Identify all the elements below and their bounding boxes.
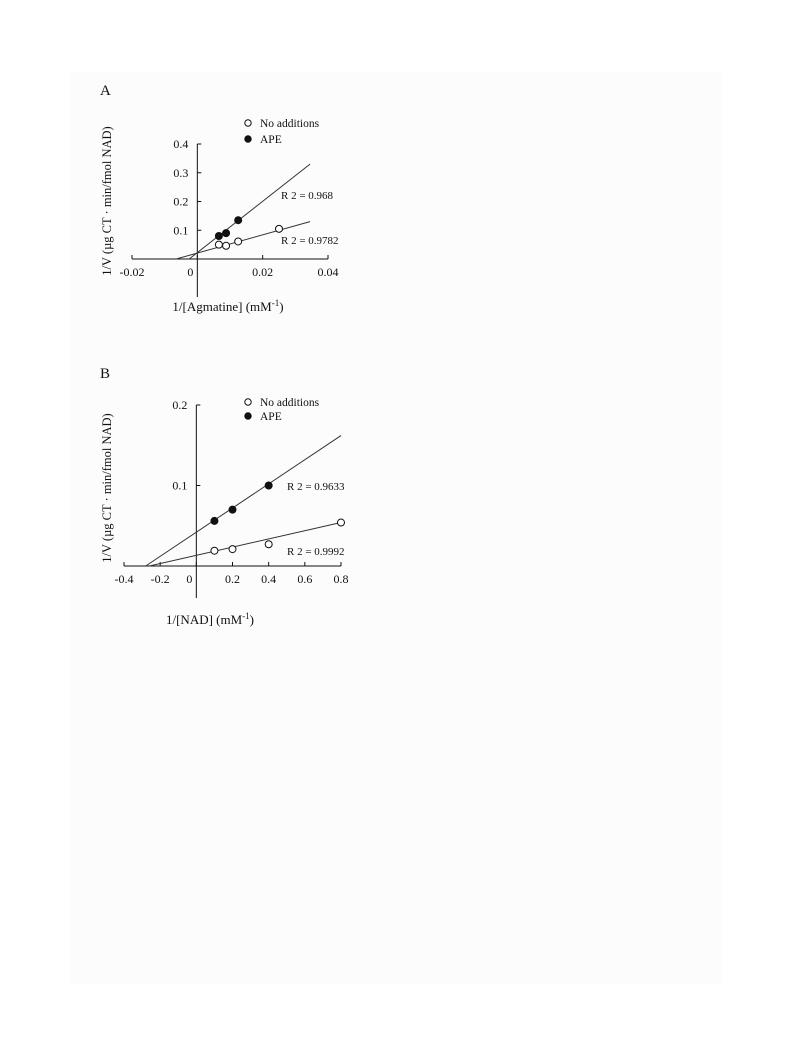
x-tick-label: -0.2 [150,572,170,586]
x-tick-label: 0 [186,572,193,586]
legend-marker-no-additions [245,399,251,405]
data-point-no-additions [265,541,272,548]
x-tick-label: 0.02 [252,265,274,279]
data-point-ape [235,217,242,224]
chart-panel-a [100,83,339,314]
r2-annotation: R 2 = 0.9992 [287,546,345,558]
x-axis-label-sup: -1 [271,298,280,308]
data-point-no-additions [211,547,218,554]
x-tick-label: 0.4 [261,572,277,586]
x-tick-label: -0.4 [114,572,134,586]
x-tick-label: 0 [187,265,194,279]
chart-panel-b [100,366,349,627]
data-point-no-additions [276,225,283,232]
x-axis-label-end: ) [279,299,284,314]
data-point-ape [223,230,230,237]
legend-marker-ape [245,413,251,419]
x-axis-label-end: ) [249,612,255,627]
r2-annotation: R 2 = 0.968 [281,190,334,202]
panel-letter: B [100,366,111,382]
x-tick-label: 0.8 [333,572,349,586]
x-tick-label: 0.6 [297,572,313,586]
data-point-no-additions [229,546,236,553]
data-point-ape [211,517,218,524]
x-tick-label: 0.04 [317,265,339,279]
x-axis-label-sup: -1 [242,611,250,621]
x-tick-label: -0.02 [119,265,145,279]
x-tick-label: 0.2 [225,572,240,586]
data-point-no-additions [235,238,242,245]
y-tick-label: 0.3 [173,165,189,180]
x-axis-label-main: 1/[NAD] (mM [165,612,243,627]
y-axis-label: 1/V (µg CT · min/fmol NAD) [100,126,114,276]
data-point-ape [215,233,222,240]
data-point-no-additions [223,242,230,249]
y-tick-label: 0.2 [173,194,189,209]
legend-label: No additions [260,118,320,130]
legend-marker-no-additions [245,120,251,126]
data-point-no-additions [338,519,345,526]
legend-label: APE [260,134,282,146]
y-axis-label: 1/V (µg CT · min/fmol NAD) [100,413,114,563]
data-point-no-additions [215,241,222,248]
y-tick-label: 0.4 [173,137,189,151]
y-tick-label: 0.1 [173,223,189,238]
x-axis-label [172,298,283,314]
r2-annotation: R 2 = 0.9782 [281,235,339,247]
legend-marker-ape [245,136,251,142]
y-tick-label: 0.2 [172,398,188,412]
legend-label: No additions [260,397,320,409]
panel-letter: A [100,83,111,99]
x-axis-label-main: 1/[Agmatine] (mM [172,299,272,314]
data-point-ape [265,482,272,489]
y-tick-label: 0.1 [172,478,188,493]
legend-label: APE [260,411,282,423]
x-axis-label [166,611,254,627]
r2-annotation: R 2 = 0.9633 [287,481,345,493]
data-point-ape [229,506,236,513]
